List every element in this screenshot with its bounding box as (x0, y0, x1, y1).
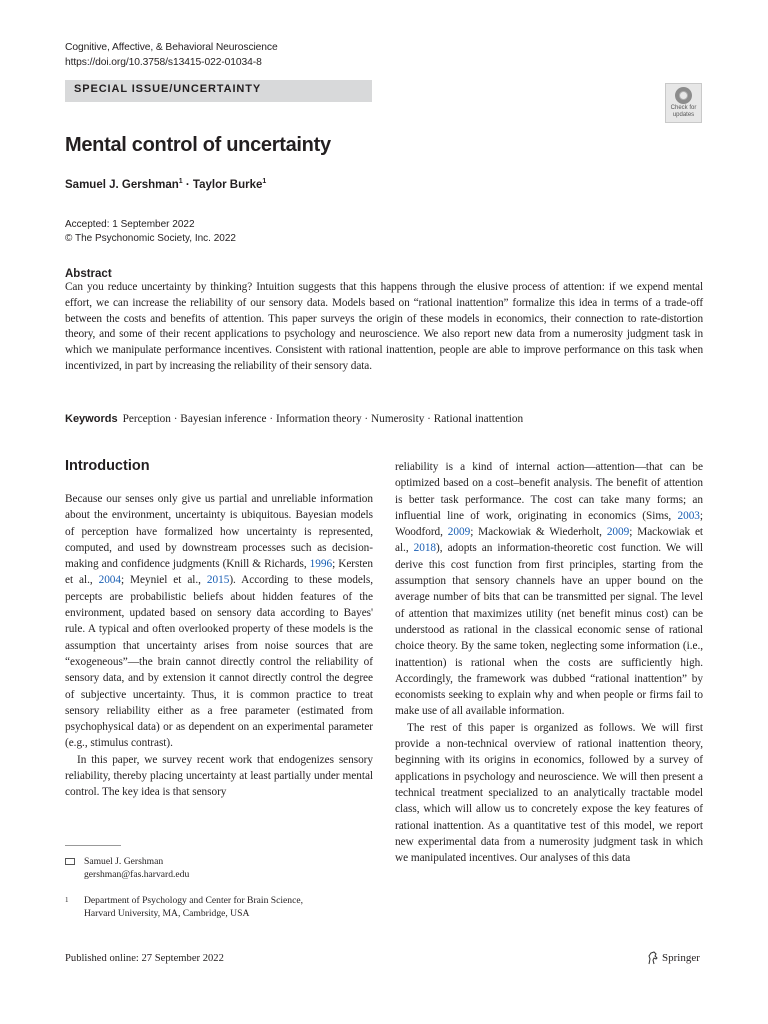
section-label: SPECIAL ISSUE/UNCERTAINTY (74, 83, 262, 95)
citation-link[interactable]: 2009 (606, 526, 630, 539)
publisher-logo (647, 951, 700, 965)
footnote-divider (65, 845, 121, 846)
citation-link[interactable]: 2009 (447, 526, 471, 539)
badge-line2: updates (672, 111, 695, 118)
contact-name: Samuel J. Gershman (84, 856, 164, 867)
check-for-updates-badge[interactable] (665, 83, 702, 123)
check-for-updates-icon (675, 87, 692, 104)
keywords (65, 413, 523, 425)
citation-link[interactable]: 2004 (98, 574, 121, 587)
intro-paragraph-1: Because our senses only give us partial and unreliable information about the environment, uncertainty is ubiquitous. Bayesian models of perception have formalized how uncertainty is represented, computed, and used by downstream processes such as decision-making and confidence judgments (Knill & Richards, 1996; Kersten et al., 2004; Meyniel et al., 2015). According to these models, percepts are probabilistic beliefs about hidden features of the environment, updated based on sensory data according to Bayes' rule. A typical and often overlooked property of these models is the assumption that uncertainty arises from noise sources that are “exogeneous”—the brain cannot directly control the reliability of sensory data, and by extension it cannot directly control the degree of subjective uncertainty. Thus, it is common practice to treat sensory reliability either as a free parameter (estimated from psychophysical data) or as dependent on an experimental parameter (e.g., stimulus contrast). (65, 493, 374, 750)
article-title: Mental control of uncertainty (65, 134, 331, 156)
author-1-affiliation: 1 (178, 178, 183, 185)
envelope-icon (65, 855, 79, 868)
keywords-label: Keywords (65, 413, 118, 425)
intro-paragraph-4: The rest of this paper is organized as follows. We will first provide a non-technical overview of rational inattention theory, beginning with its origins in economics, followed by a survey of applications in psychology and neuroscience. We will then present a technical treatment specialized to an analytically tractable model class, which will allow us to concretely expose the key features of rational inattention. As a quantitative test of this model, we report new experimental data from a numerosity judgment task in which we manipulated incentives. Our analyses of this data (395, 721, 703, 865)
badge-line1: Check for (670, 105, 697, 111)
affiliation-line-1: Department of Psychology and Center for Brain Science, (84, 895, 303, 906)
publisher-name: Springer (662, 952, 700, 964)
left-column (65, 491, 373, 801)
journal-header (65, 40, 278, 70)
affiliation-line-2: Harvard University, MA, Cambridge, USA (84, 908, 250, 919)
section-banner (65, 80, 372, 102)
copyright: © The Psychonomic Society, Inc. 2022 (65, 232, 236, 244)
published-date: Published online: 27 September 2022 (65, 953, 224, 964)
author-2-affiliation: 1 (262, 178, 267, 185)
keywords-list: Perception · Bayesian inference · Information theory · Numerosity · Rational inattention (122, 413, 524, 425)
journal-name: Cognitive, Affective, & Behavioral Neuroscience (65, 42, 278, 53)
intro-paragraph-3: reliability is a kind of internal action—attention—that can be optimized based on a cost–benefit analysis. The benefit of attention is better task performance. The cost can take many forms; an influential line of work, originating in economics (Sims, 2003; Woodford, 2009; Mackowiak & Wiederholt, 2009; Mackowiak et al., 2018), adopts an information-theoretic cost function. We will derive this cost function from first principles, starting from the assumption that sensory channels have an upper bound on the average number of bits that can be transmitted per signal. The level of attention that maximizes utility (net benefit minus cost) can be understood as rational in the classical economic sense of rational choice theory. By the same token, neglecting some information (i.e., inattention) is rational when the costs are sufficiently high. Accordingly, the framework was dubbed “rational inattention” by economists seeking to explain why and when people or firms fail to make use of all available information. (395, 461, 704, 718)
citation-link[interactable]: 1996 (309, 558, 333, 571)
accepted-date: Accepted: 1 September 2022 (65, 219, 195, 230)
author-1[interactable]: Samuel J. Gershman (65, 178, 179, 191)
doi-link[interactable]: https://doi.org/10.3758/s13415-022-01034-8 (65, 57, 262, 68)
citation-link[interactable]: 2003 (677, 509, 700, 522)
citation-link[interactable]: 2015 (206, 574, 230, 587)
citation-link[interactable]: 2018 (413, 542, 437, 555)
abstract-text: Can you reduce uncertainty by thinking? Intuition suggests that this happens through the elusive process of attention: if we expend mental effort, we can increase the reliability of our sensory data. Models based on “rational inattention” formalize this idea in terms of a trade-off between the costs and benefits of attention. This paper surveys the origin of these models in economics, their connection to rate-distortion theory, and some of their recent applications to psychology and neuroscience. We also report new data from a numerosity judgment task in which we manipulate performance incentives. Consistent with rational inattention, people are able to improve performance on this task when incentivized, in part by increasing the reliability of their sensory data. (65, 281, 703, 372)
affiliation-number: 1 (65, 896, 69, 904)
author-list (65, 178, 266, 191)
article-dates (65, 218, 236, 245)
contact-email[interactable]: gershman@fas.harvard.edu (84, 869, 190, 880)
springer-horse-icon (647, 951, 659, 965)
abstract-heading: Abstract (65, 268, 112, 280)
author-separator: · (182, 178, 193, 191)
intro-paragraph-2: In this paper, we survey recent work that endogenizes sensory reliability, thereby placing uncertainty at least partially under mental control. The key idea is that sensory (65, 753, 373, 799)
author-2[interactable]: Taylor Burke (192, 178, 263, 191)
introduction-heading: Introduction (65, 458, 150, 474)
right-column (395, 459, 703, 866)
